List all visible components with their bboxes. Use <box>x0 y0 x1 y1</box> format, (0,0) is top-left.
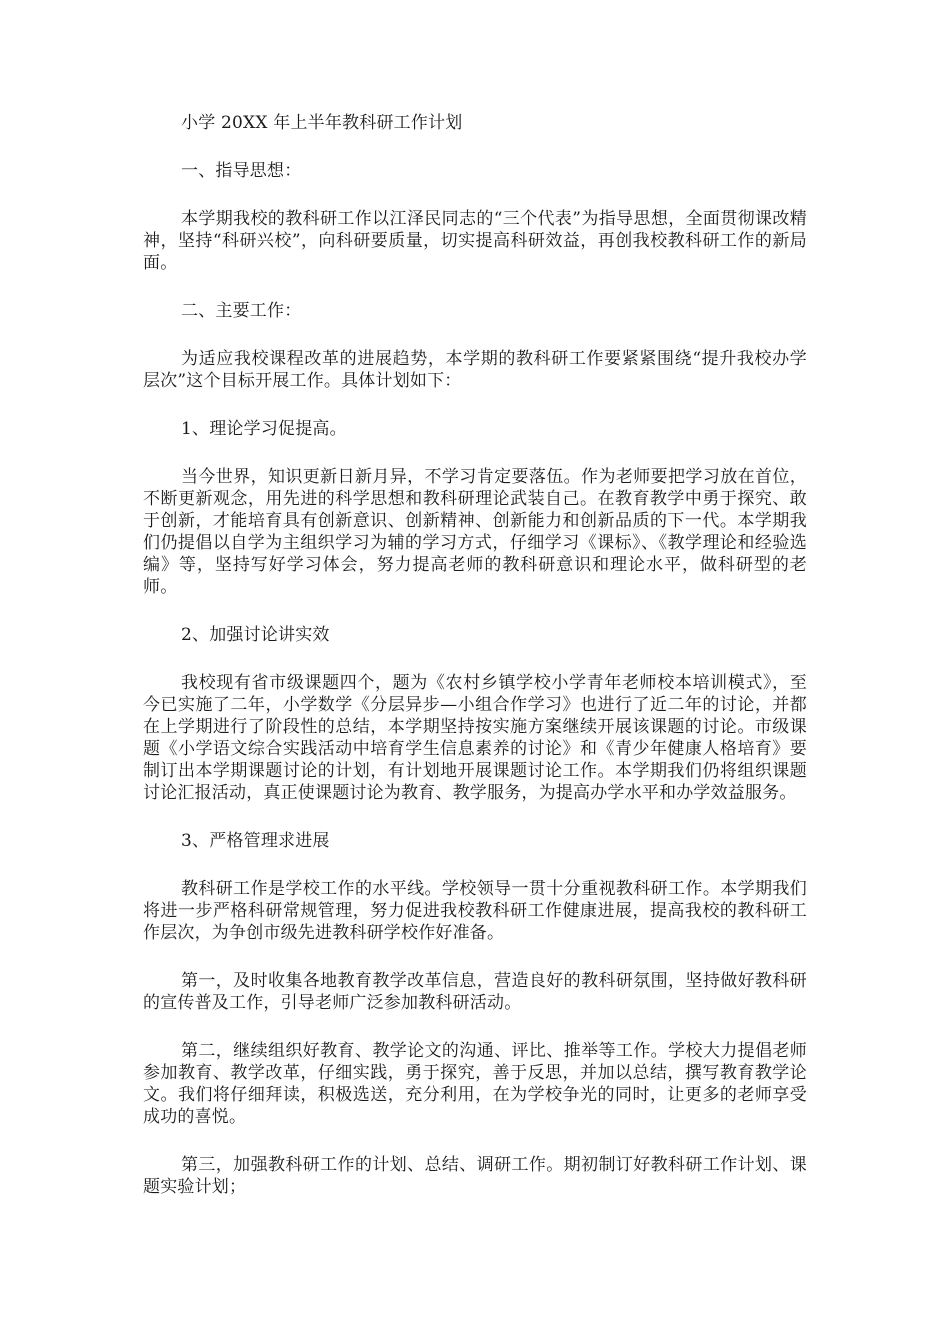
document-title: 小学 20XX 年上半年教科研工作计划 <box>181 113 463 133</box>
paragraph-guiding-ideology: 本学期我校的教科研工作以江泽民同志的“三个代表”为指导思想，全面贯彻课改精神，坚持“科研兴校”，向科研要质量，切实提高科研效益，再创我校教科研工作的新局面。 <box>143 209 807 273</box>
subheading-research-discussion: 2、加强讨论讲实效 <box>181 625 330 645</box>
paragraph-first-item: 第一，及时收集各地教育教学改革信息，营造良好的教科研氛围，坚持做好教科研的宣传普及工作，引导老师广泛参加教科研活动。 <box>143 971 807 1013</box>
section-heading-main-work: 二、主要工作： <box>181 301 302 321</box>
section-heading-guiding-ideology: 一、指导思想： <box>181 161 302 181</box>
subheading-theory-study: 1、理论学习促提高。 <box>181 419 347 439</box>
document-page <box>143 112 807 1198</box>
paragraph-research-discussion: 我校现有省市级课题四个，题为《农村乡镇学校小学青年老师校本培训模式》，至今已实施了二年，小学数学《分层异步—小组合作学习》也进行了近二年的讨论，并都在上学期进行了阶段性的总结，本学期坚持按实施方案继续开展该课题的讨论。市级课题《小学语文综合实践活动中培育学生信息素养的讨论》和《青少年健康人格培育》要制订出本学期课题讨论的计划，有计划地开展课题讨论工作。本学期我们仍将组织课题讨论汇报活动，真正使课题讨论为教育、教学服务，为提高办学水平和办学效益服务。 <box>143 673 807 803</box>
paragraph-second-item: 第二，继续组织好教育、教学论文的沟通、评比、推举等工作。学校大力提倡老师参加教育、教学改革，仔细实践，勇于探究，善于反思，并加以总结，撰写教育教学论文。我们将仔细拜读，积极选送，充分利用，在为学校争光的同时，让更多的老师享受成功的喜悦。 <box>143 1041 807 1127</box>
paragraph-third-item: 第三，加强教科研工作的计划、总结、调研工作。期初制订好教科研工作计划、课题实验计划； <box>143 1155 807 1197</box>
subheading-strict-management: 3、严格管理求进展 <box>181 831 330 851</box>
paragraph-strict-management: 教科研工作是学校工作的水平线。学校领导一贯十分重视教科研工作。本学期我们将进一步严格科研常规管理，努力促进我校教科研工作健康进展，提高我校的教科研工作层次，为争创市级先进教科研学校作好准备。 <box>143 879 807 943</box>
paragraph-main-work-intro: 为适应我校课程改革的进展趋势，本学期的教科研工作要紧紧围绕“提升我校办学层次”这个目标开展工作。具体计划如下： <box>143 349 807 391</box>
paragraph-theory-study: 当今世界，知识更新日新月异，不学习肯定要落伍。作为老师要把学习放在首位，不断更新观念，用先进的科学思想和教科研理论武装自己。在教育教学中勇于探究、敢于创新，才能培育具有创新意识、创新精神、创新能力和创新品质的下一代。本学期我们仍提倡以自学为主组织学习为辅的学习方式，仔细学习《课标》、《教学理论和经验选编》等，坚持写好学习体会，努力提高老师的教科研意识和理论水平，做科研型的老师。 <box>143 467 807 597</box>
